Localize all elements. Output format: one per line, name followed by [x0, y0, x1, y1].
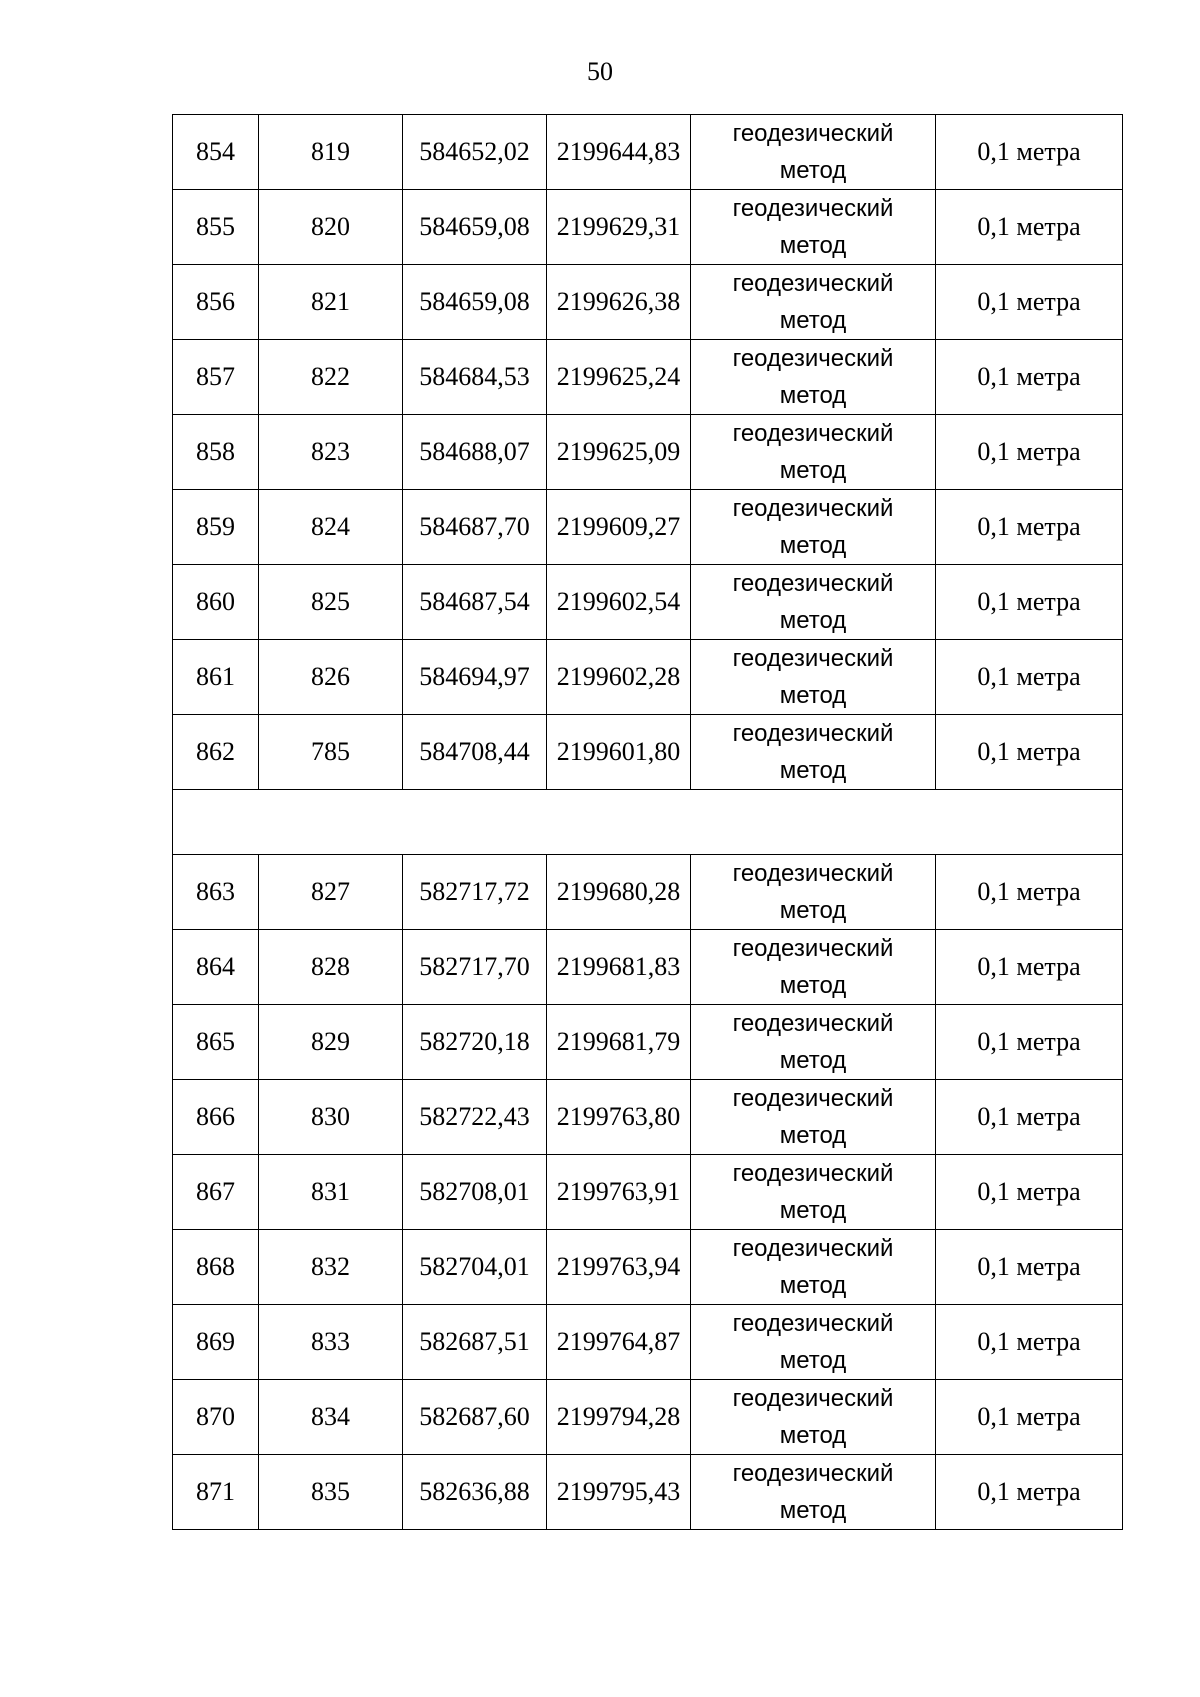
method-line-1: геодезический: [732, 1460, 894, 1487]
point-number-cell: 833: [259, 1305, 403, 1380]
point-number-cell: 835: [259, 1455, 403, 1530]
method-line-1: геодезический: [732, 270, 894, 297]
method-line-2: метод: [779, 232, 847, 259]
accuracy-cell: 0,1 метра: [936, 1455, 1123, 1530]
x-coordinate-cell: 582687,51: [403, 1305, 547, 1380]
page-number: 50: [587, 57, 613, 86]
x-coordinate-cell: 584659,08: [403, 190, 547, 265]
accuracy-cell: 0,1 метра: [936, 930, 1123, 1005]
method-line-1: геодезический: [732, 860, 894, 887]
method-line-1: геодезический: [732, 1160, 894, 1187]
point-number-cell: 831: [259, 1155, 403, 1230]
y-coordinate-cell: 2199625,24: [547, 340, 691, 415]
y-coordinate-cell: 2199602,28: [547, 640, 691, 715]
point-number-cell: 824: [259, 490, 403, 565]
method-line-2: метод: [779, 1347, 847, 1374]
row-number-cell: 866: [173, 1080, 259, 1155]
table-row: [173, 1455, 1123, 1530]
row-number-cell: 859: [173, 490, 259, 565]
x-coordinate-cell: 582717,70: [403, 930, 547, 1005]
row-number-cell: 860: [173, 565, 259, 640]
method-line-2: метод: [779, 1047, 847, 1074]
row-number-cell: 870: [173, 1380, 259, 1455]
method-line-1: геодезический: [732, 935, 894, 962]
x-coordinate-cell: 584687,54: [403, 565, 547, 640]
point-number-cell: 819: [259, 115, 403, 190]
point-number-cell: 785: [259, 715, 403, 790]
row-number-cell: 861: [173, 640, 259, 715]
method-cell: [691, 340, 936, 415]
x-coordinate-cell: 582720,18: [403, 1005, 547, 1080]
method-cell: [691, 1005, 936, 1080]
method-cell: [691, 265, 936, 340]
y-coordinate-cell: 2199681,79: [547, 1005, 691, 1080]
y-coordinate-cell: 2199644,83: [547, 115, 691, 190]
method-cell: [691, 855, 936, 930]
method-line-1: геодезический: [732, 1085, 894, 1112]
method-cell: [691, 930, 936, 1005]
point-number-cell: 823: [259, 415, 403, 490]
x-coordinate-cell: 584659,08: [403, 265, 547, 340]
x-coordinate-cell: 582708,01: [403, 1155, 547, 1230]
method-cell: [691, 190, 936, 265]
method-line-2: метод: [779, 157, 847, 184]
method-line-1: геодезический: [732, 420, 894, 447]
table-row: [173, 490, 1123, 565]
table-row: [173, 930, 1123, 1005]
method-line-2: метод: [779, 382, 847, 409]
x-coordinate-cell: 582636,88: [403, 1455, 547, 1530]
accuracy-cell: 0,1 метра: [936, 565, 1123, 640]
y-coordinate-cell: 2199764,87: [547, 1305, 691, 1380]
method-line-2: метод: [779, 897, 847, 924]
method-line-1: геодезический: [732, 1010, 894, 1037]
y-coordinate-cell: 2199625,09: [547, 415, 691, 490]
table-row: [173, 1305, 1123, 1380]
row-number-cell: 867: [173, 1155, 259, 1230]
table-row: [173, 265, 1123, 340]
coordinates-table: [172, 114, 1123, 1530]
table-row: [173, 1380, 1123, 1455]
method-line-2: метод: [779, 682, 847, 709]
table-row: [173, 340, 1123, 415]
point-number-cell: 820: [259, 190, 403, 265]
y-coordinate-cell: 2199763,80: [547, 1080, 691, 1155]
method-cell: [691, 1455, 936, 1530]
method-line-2: метод: [779, 1197, 847, 1224]
method-line-1: геодезический: [732, 120, 894, 147]
x-coordinate-cell: 584687,70: [403, 490, 547, 565]
row-number-cell: 862: [173, 715, 259, 790]
table-row: [173, 415, 1123, 490]
point-number-cell: 825: [259, 565, 403, 640]
coordinates-table-body: [173, 115, 1123, 1530]
accuracy-cell: 0,1 метра: [936, 415, 1123, 490]
accuracy-cell: 0,1 метра: [936, 1305, 1123, 1380]
y-coordinate-cell: 2199601,80: [547, 715, 691, 790]
point-number-cell: 828: [259, 930, 403, 1005]
accuracy-cell: 0,1 метра: [936, 340, 1123, 415]
y-coordinate-cell: 2199609,27: [547, 490, 691, 565]
method-cell: [691, 1305, 936, 1380]
accuracy-cell: 0,1 метра: [936, 1155, 1123, 1230]
y-coordinate-cell: 2199763,94: [547, 1230, 691, 1305]
accuracy-cell: 0,1 метра: [936, 640, 1123, 715]
method-cell: [691, 715, 936, 790]
method-cell: [691, 490, 936, 565]
accuracy-cell: 0,1 метра: [936, 715, 1123, 790]
x-coordinate-cell: 582704,01: [403, 1230, 547, 1305]
row-number-cell: 865: [173, 1005, 259, 1080]
method-line-1: геодезический: [732, 720, 894, 747]
row-number-cell: 869: [173, 1305, 259, 1380]
group-separator-row: [173, 790, 1123, 855]
method-line-2: метод: [779, 757, 847, 784]
x-coordinate-cell: 582722,43: [403, 1080, 547, 1155]
method-cell: [691, 1155, 936, 1230]
y-coordinate-cell: 2199629,31: [547, 190, 691, 265]
point-number-cell: 832: [259, 1230, 403, 1305]
x-coordinate-cell: 582717,72: [403, 855, 547, 930]
point-number-cell: 829: [259, 1005, 403, 1080]
method-line-1: геодезический: [732, 1385, 894, 1412]
table-row: [173, 715, 1123, 790]
method-cell: [691, 115, 936, 190]
accuracy-cell: 0,1 метра: [936, 190, 1123, 265]
group-separator-cell: [173, 790, 1123, 855]
row-number-cell: 863: [173, 855, 259, 930]
method-line-2: метод: [779, 972, 847, 999]
point-number-cell: 834: [259, 1380, 403, 1455]
method-cell: [691, 415, 936, 490]
point-number-cell: 830: [259, 1080, 403, 1155]
y-coordinate-cell: 2199763,91: [547, 1155, 691, 1230]
method-line-1: геодезический: [732, 645, 894, 672]
method-line-1: геодезический: [732, 495, 894, 522]
point-number-cell: 826: [259, 640, 403, 715]
accuracy-cell: 0,1 метра: [936, 1380, 1123, 1455]
method-line-1: геодезический: [732, 1310, 894, 1337]
accuracy-cell: 0,1 метра: [936, 855, 1123, 930]
method-line-2: метод: [779, 457, 847, 484]
method-line-2: метод: [779, 1422, 847, 1449]
method-line-2: метод: [779, 1497, 847, 1524]
row-number-cell: 871: [173, 1455, 259, 1530]
y-coordinate-cell: 2199795,43: [547, 1455, 691, 1530]
table-row: [173, 640, 1123, 715]
accuracy-cell: 0,1 метра: [936, 1080, 1123, 1155]
y-coordinate-cell: 2199680,28: [547, 855, 691, 930]
table-row: [173, 565, 1123, 640]
x-coordinate-cell: 584684,53: [403, 340, 547, 415]
accuracy-cell: 0,1 метра: [936, 490, 1123, 565]
method-line-1: геодезический: [732, 1235, 894, 1262]
x-coordinate-cell: 584652,02: [403, 115, 547, 190]
method-cell: [691, 1380, 936, 1455]
accuracy-cell: 0,1 метра: [936, 265, 1123, 340]
table-row: [173, 1155, 1123, 1230]
point-number-cell: 827: [259, 855, 403, 930]
row-number-cell: 856: [173, 265, 259, 340]
row-number-cell: 868: [173, 1230, 259, 1305]
y-coordinate-cell: 2199681,83: [547, 930, 691, 1005]
row-number-cell: 858: [173, 415, 259, 490]
table-row: [173, 115, 1123, 190]
point-number-cell: 821: [259, 265, 403, 340]
method-line-2: метод: [779, 1272, 847, 1299]
x-coordinate-cell: 584694,97: [403, 640, 547, 715]
method-line-1: геодезический: [732, 345, 894, 372]
y-coordinate-cell: 2199602,54: [547, 565, 691, 640]
point-number-cell: 822: [259, 340, 403, 415]
method-cell: [691, 1230, 936, 1305]
method-cell: [691, 640, 936, 715]
row-number-cell: 855: [173, 190, 259, 265]
x-coordinate-cell: 584708,44: [403, 715, 547, 790]
table-row: [173, 855, 1123, 930]
method-cell: [691, 565, 936, 640]
y-coordinate-cell: 2199626,38: [547, 265, 691, 340]
method-line-2: метод: [779, 307, 847, 334]
method-line-1: геодезический: [732, 570, 894, 597]
method-line-2: метод: [779, 1122, 847, 1149]
x-coordinate-cell: 584688,07: [403, 415, 547, 490]
row-number-cell: 864: [173, 930, 259, 1005]
row-number-cell: 854: [173, 115, 259, 190]
y-coordinate-cell: 2199794,28: [547, 1380, 691, 1455]
table-row: [173, 1230, 1123, 1305]
accuracy-cell: 0,1 метра: [936, 115, 1123, 190]
row-number-cell: 857: [173, 340, 259, 415]
table-row: [173, 1080, 1123, 1155]
accuracy-cell: 0,1 метра: [936, 1230, 1123, 1305]
accuracy-cell: 0,1 метра: [936, 1005, 1123, 1080]
method-cell: [691, 1080, 936, 1155]
x-coordinate-cell: 582687,60: [403, 1380, 547, 1455]
method-line-2: метод: [779, 607, 847, 634]
table-row: [173, 1005, 1123, 1080]
method-line-1: геодезический: [732, 195, 894, 222]
table-row: [173, 190, 1123, 265]
method-line-2: метод: [779, 532, 847, 559]
